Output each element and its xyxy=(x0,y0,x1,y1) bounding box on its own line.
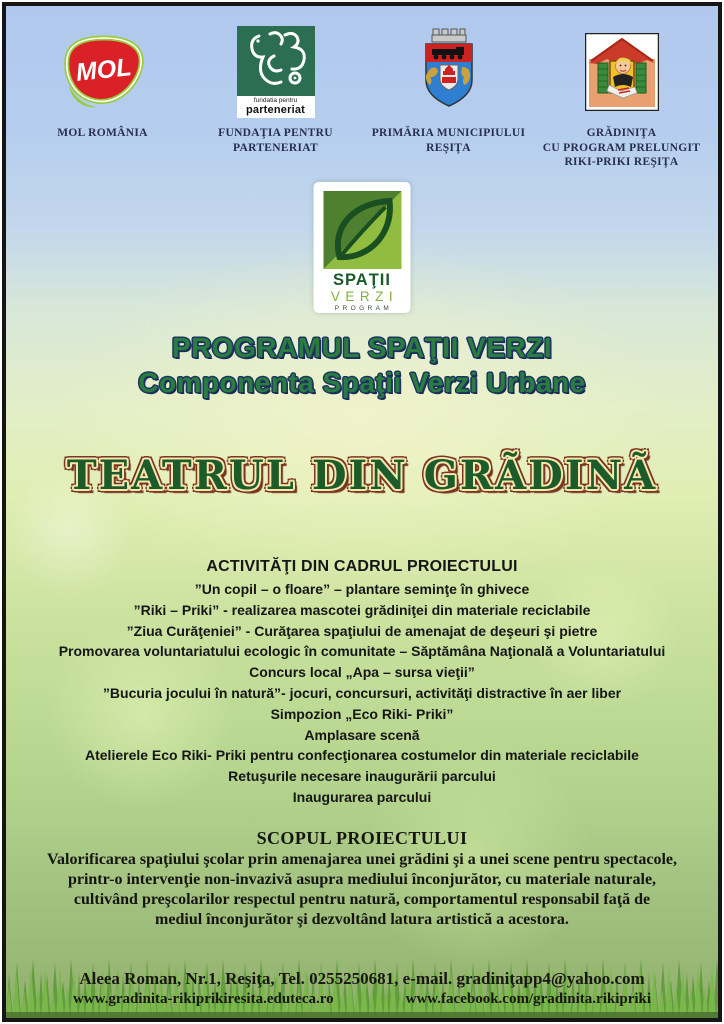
program-title: PROGRAMUL SPAŢII VERZI xyxy=(171,332,553,363)
mol-logo-icon xyxy=(57,26,149,118)
program-subtitle: Componenta Spaţii Verzi Urbane xyxy=(138,367,586,398)
footer-facebook: www.facebook.com/gradinita.rikipriki xyxy=(405,991,652,1007)
scope-section xyxy=(14,826,710,930)
fundatia-logo-wordmark xyxy=(237,96,315,118)
poster xyxy=(2,2,722,1022)
scope-line: Valorificarea spaţiului şcolar prin amenajarea unei grădini şi a unei scene pentru spectacole, xyxy=(46,851,678,868)
partner-logos-row xyxy=(16,26,708,170)
main-title: TEATRUL DIN GRÃDINÃ xyxy=(66,452,658,499)
activity-line: Promovarea voluntariatului ecologic în comunitate – Săptămâna Naţională a Voluntariatului xyxy=(58,643,666,660)
activity-line: Amplasare scenă xyxy=(304,726,420,743)
footer xyxy=(6,968,718,1008)
footer-links xyxy=(6,990,718,1008)
activity-line: ”Un copil – o floare” – plantare seminţe în ghivece xyxy=(194,581,530,597)
kindergarten-logo-icon xyxy=(585,26,659,118)
scope-line: cultivând preşcolarilor respectul pentru natură, comportamentul responsabil faţă de xyxy=(73,891,651,908)
activity-line: ”Riki – Priki” - realizarea mascotei grădiniţei din materiale reciclabile xyxy=(133,601,591,618)
partner-mol xyxy=(16,26,189,170)
scope-heading: SCOPUL PROIECTULUI xyxy=(256,828,468,848)
partner-label-fundatia: FUNDAŢIA PENTRU PARTENERIAT xyxy=(218,127,333,154)
partner-label-primaria: PRIMĂRIA MUNICIPIULUI REŞIŢA xyxy=(371,127,526,154)
spatii-verzi-program-logo xyxy=(314,182,411,313)
footer-address: Aleea Roman, Nr.1, Reşiţa, Tel. 0255250681, e-mail. gradiniţapp4@yahoo.com xyxy=(79,969,645,988)
activity-line: Concurs local „Apa – sursa vieţii” xyxy=(249,664,475,681)
activity-line: ”Bucuria jocului în natură”- jocuri, concursuri, activităţi distractive în aer liber xyxy=(102,684,622,701)
partner-primaria xyxy=(362,26,535,170)
partner-fundatia xyxy=(189,26,362,170)
activities-heading: ACTIVITĂŢI DIN CADRUL PROIECTULUI xyxy=(206,558,518,575)
activity-line: Atelierele Eco Riki- Priki pentru confecţionarea costumelor din materiale reciclabile xyxy=(85,747,639,764)
fundatia-logo-bold-text: parteneriat xyxy=(245,104,306,116)
activity-line: Inaugurarea parcului xyxy=(292,788,432,805)
activity-line: Simpozion „Eco Riki- Priki” xyxy=(270,705,454,722)
leaf-icon xyxy=(323,191,401,269)
activity-line: ”Ziua Curăţeniei” - Curăţarea spaţiului de amenajat de deşeuri şi pietre xyxy=(126,622,598,639)
activities-section xyxy=(14,555,710,808)
sv-logo-word-verzi: VERZI xyxy=(330,289,399,304)
scope-line: mediul înconjurător şi dezvoltând latura artistică a acestora. xyxy=(155,911,569,928)
partner-label-gradinita: GRĂDINIŢA CU PROGRAM PRELUNGIT RIKI-PRIKI REŞIŢA xyxy=(542,127,701,168)
partner-label-mol: MOL ROMÂNIA xyxy=(57,127,148,139)
sv-logo-word-program: PROGRAM xyxy=(334,305,393,312)
fundatia-parteneriat-logo-icon xyxy=(237,26,315,118)
partner-gradinita xyxy=(535,26,708,170)
fundatia-logo-small-text: fundatia pentru xyxy=(253,97,298,104)
mol-logo-text: MOL xyxy=(74,53,133,87)
activity-line: Retuşurile necesare inaugurării parcului xyxy=(228,768,496,785)
sv-logo-word-spatii: SPAŢII xyxy=(333,271,391,289)
scope-line: printr-o intervenţie non-invazivă asupra mediului înconjurător, cu materiale naturale, xyxy=(67,871,657,888)
resita-coat-of-arms-icon xyxy=(418,26,480,118)
footer-website: www.gradinita-rikiprikiresita.eduteca.ro xyxy=(72,991,334,1007)
